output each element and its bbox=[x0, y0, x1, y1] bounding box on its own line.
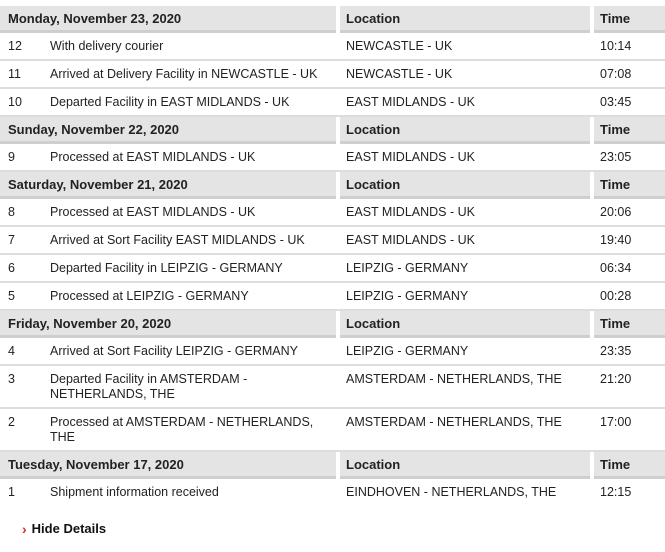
event-location: EAST MIDLANDS - UK bbox=[340, 227, 590, 255]
event-activity: Processed at EAST MIDLANDS - UK bbox=[46, 199, 336, 227]
event-activity: Processed at EAST MIDLANDS - UK bbox=[46, 144, 336, 172]
event-time: 07:08 bbox=[594, 61, 665, 89]
event-activity: Arrived at Sort Facility EAST MIDLANDS - UK bbox=[46, 227, 336, 255]
event-location: EAST MIDLANDS - UK bbox=[340, 144, 590, 172]
time-column-header: Time bbox=[594, 117, 665, 144]
event-number: 11 bbox=[0, 61, 46, 89]
event-location: NEWCASTLE - UK bbox=[340, 33, 590, 61]
day-date: Sunday, November 22, 2020 bbox=[0, 117, 336, 144]
event-row bbox=[0, 199, 665, 227]
event-number: 9 bbox=[0, 144, 46, 172]
event-time: 21:20 bbox=[594, 366, 665, 409]
day-header-row bbox=[0, 117, 665, 144]
hide-details-link[interactable] bbox=[0, 521, 665, 536]
day-date: Saturday, November 21, 2020 bbox=[0, 172, 336, 199]
event-row bbox=[0, 338, 665, 366]
event-number: 6 bbox=[0, 255, 46, 283]
day-header-row bbox=[0, 172, 665, 199]
event-activity: Shipment information received bbox=[50, 485, 219, 499]
event-row bbox=[0, 227, 665, 255]
time-column-header: Time bbox=[594, 452, 665, 479]
event-location: EAST MIDLANDS - UK bbox=[340, 199, 590, 227]
event-time: 12:15 bbox=[600, 485, 632, 499]
event-activity: Processed at AMSTERDAM - NETHERLANDS, THE bbox=[46, 409, 336, 452]
event-time: 23:05 bbox=[594, 144, 665, 172]
event-time: 17:00 bbox=[594, 409, 665, 452]
event-time: 20:06 bbox=[594, 199, 665, 227]
event-time: 03:45 bbox=[594, 89, 665, 117]
event-number: 1 bbox=[8, 485, 15, 499]
event-activity: Processed at LEIPZIG - GERMANY bbox=[46, 283, 336, 311]
day-header-row bbox=[0, 311, 665, 338]
event-location: NEWCASTLE - UK bbox=[340, 61, 590, 89]
event-activity: With delivery courier bbox=[46, 33, 336, 61]
event-row bbox=[0, 255, 665, 283]
tracking-table-body bbox=[0, 6, 665, 505]
event-activity: Departed Facility in AMSTERDAM - NETHERLANDS, THE bbox=[46, 366, 336, 409]
event-activity: Departed Facility in EAST MIDLANDS - UK bbox=[46, 89, 336, 117]
event-time: 00:28 bbox=[594, 283, 665, 311]
event-row bbox=[0, 479, 665, 505]
time-column-header: Time bbox=[594, 6, 665, 33]
event-number: 4 bbox=[0, 338, 46, 366]
event-row bbox=[0, 33, 665, 61]
event-number: 5 bbox=[0, 283, 46, 311]
event-row bbox=[0, 61, 665, 89]
event-location: LEIPZIG - GERMANY bbox=[340, 283, 590, 311]
event-row bbox=[0, 89, 665, 117]
event-number: 7 bbox=[0, 227, 46, 255]
location-column-header: Location bbox=[340, 117, 590, 144]
event-row bbox=[0, 409, 665, 452]
event-row bbox=[0, 283, 665, 311]
event-number: 8 bbox=[0, 199, 46, 227]
time-column-header: Time bbox=[594, 172, 665, 199]
hide-details-label: Hide Details bbox=[31, 521, 107, 536]
day-date: Tuesday, November 17, 2020 bbox=[0, 452, 336, 479]
event-location: AMSTERDAM - NETHERLANDS, THE bbox=[340, 409, 590, 452]
event-location: EINDHOVEN - NETHERLANDS, THE bbox=[346, 485, 557, 499]
day-header-row bbox=[0, 6, 665, 33]
event-time: 19:40 bbox=[594, 227, 665, 255]
event-activity: Arrived at Delivery Facility in NEWCASTLE - UK bbox=[46, 61, 336, 89]
time-column-header: Time bbox=[594, 311, 665, 338]
event-row bbox=[0, 366, 665, 409]
event-time: 10:14 bbox=[594, 33, 665, 61]
event-row bbox=[0, 144, 665, 172]
location-column-header: Location bbox=[340, 6, 590, 33]
location-column-header: Location bbox=[340, 172, 590, 199]
event-location: EAST MIDLANDS - UK bbox=[340, 89, 590, 117]
day-date: Monday, November 23, 2020 bbox=[0, 6, 336, 33]
event-number: 12 bbox=[0, 33, 46, 61]
event-time: 06:34 bbox=[594, 255, 665, 283]
location-column-header: Location bbox=[340, 311, 590, 338]
event-time: 23:35 bbox=[594, 338, 665, 366]
day-header-row bbox=[0, 452, 665, 479]
event-location: LEIPZIG - GERMANY bbox=[340, 255, 590, 283]
tracking-table bbox=[0, 6, 665, 505]
event-number: 10 bbox=[0, 89, 46, 117]
event-location: LEIPZIG - GERMANY bbox=[340, 338, 590, 366]
event-activity: Arrived at Sort Facility LEIPZIG - GERMANY bbox=[46, 338, 336, 366]
event-activity: Departed Facility in LEIPZIG - GERMANY bbox=[46, 255, 336, 283]
event-number: 2 bbox=[0, 409, 46, 452]
chevron-right-icon: › bbox=[22, 520, 27, 537]
day-date: Friday, November 20, 2020 bbox=[0, 311, 336, 338]
location-column-header: Location bbox=[340, 452, 590, 479]
event-number: 3 bbox=[0, 366, 46, 409]
event-location: AMSTERDAM - NETHERLANDS, THE bbox=[340, 366, 590, 409]
